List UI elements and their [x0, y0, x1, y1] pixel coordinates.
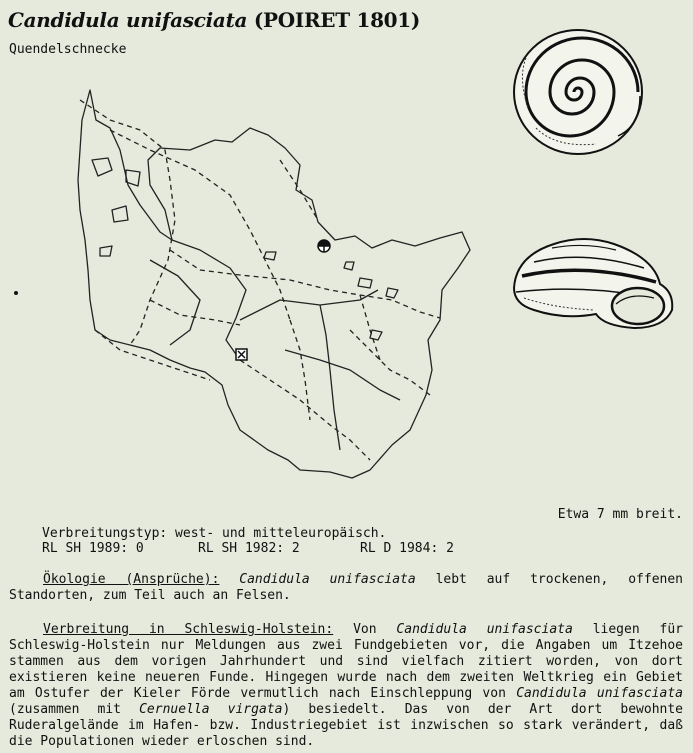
coastline	[78, 90, 470, 478]
district-border	[150, 300, 240, 325]
lake	[370, 330, 382, 340]
verbreitung-heading: Verbreitung in Schleswig-Holstein:	[43, 622, 334, 637]
island	[92, 158, 112, 176]
species-name: Candidula unifasciata	[8, 8, 248, 32]
district-border	[110, 130, 290, 320]
region-border	[285, 350, 400, 400]
lake	[358, 278, 372, 288]
verbreitung-species-1: Candidula unifasciata	[396, 622, 573, 637]
district-border	[80, 100, 175, 345]
verbreitung-text-1: Von	[353, 622, 377, 637]
species-title	[8, 8, 420, 32]
verbreitung-text-2: liegen für Schleswig-Holstein nur Meldungen aus zwei Fundgebieten vor, die Angaben um Itzehoe stammen aus dem vorigen Jahrhundert und sind vielfach zitiert worden, von dort existieren keine neueren Funde. Hingegen wurde nach dem zweiten Weltkrieg ein Gebiet am Ostufer der Kieler Förde vermutlich nach Einschleppung von	[9, 622, 684, 701]
oekologie-species: Candidula unifasciata	[239, 572, 416, 587]
distribution-map	[0, 70, 500, 490]
verbreitung-paragraph	[9, 622, 683, 750]
oekologie-paragraph	[9, 572, 683, 604]
oekologie-heading: Ökologie (Ansprüche):	[43, 572, 220, 587]
verbreitung-species-3: Cernuella virgata	[139, 702, 283, 717]
island	[112, 206, 128, 222]
find-marker-itzehoe	[236, 349, 247, 360]
common-name: Quendelschnecke	[9, 42, 127, 57]
find-marker-kiel	[318, 240, 330, 252]
island	[100, 246, 112, 256]
district-border	[170, 250, 440, 318]
verbreitung-text-4: ) besiedelt. Das von der Art dort bewohnte Ruderalgelände im Hafen- bzw. Industriegebiet ist inzwischen so stark verändert, daß die Populationen wieder erloschen sind.	[9, 702, 683, 749]
rl-d-1984: RL D 1984: 2	[360, 541, 454, 556]
region-border	[150, 260, 200, 345]
verbreitung-text-3: (zusammen mit	[9, 702, 122, 717]
district-border	[350, 330, 430, 395]
verbreitungstyp: Verbreitungstyp: west- und mitteleuropäisch.	[42, 526, 387, 541]
species-author: (POIRET 1801)	[253, 8, 421, 32]
map-dot	[14, 291, 18, 295]
oekologie-text: lebt auf trockenen, offenen Standorten, zum Teil auch an Felsen.	[9, 572, 683, 603]
verbreitung-species-2: Candidula unifasciata	[516, 686, 683, 701]
rl-sh-1982: RL SH 1982: 2	[198, 541, 300, 556]
lake	[344, 262, 354, 270]
region-border	[172, 240, 246, 360]
shell-top-view-drawing	[506, 18, 656, 168]
region-border	[320, 305, 340, 450]
region-border	[240, 290, 378, 320]
district-border	[95, 330, 210, 380]
district-border	[290, 320, 310, 420]
lake	[264, 252, 276, 260]
size-note: Etwa 7 mm breit.	[557, 507, 683, 522]
lake	[386, 288, 398, 298]
shell-side-view-drawing	[504, 228, 684, 338]
rl-sh-1989: RL SH 1989: 0	[42, 541, 144, 556]
district-border	[240, 360, 370, 460]
